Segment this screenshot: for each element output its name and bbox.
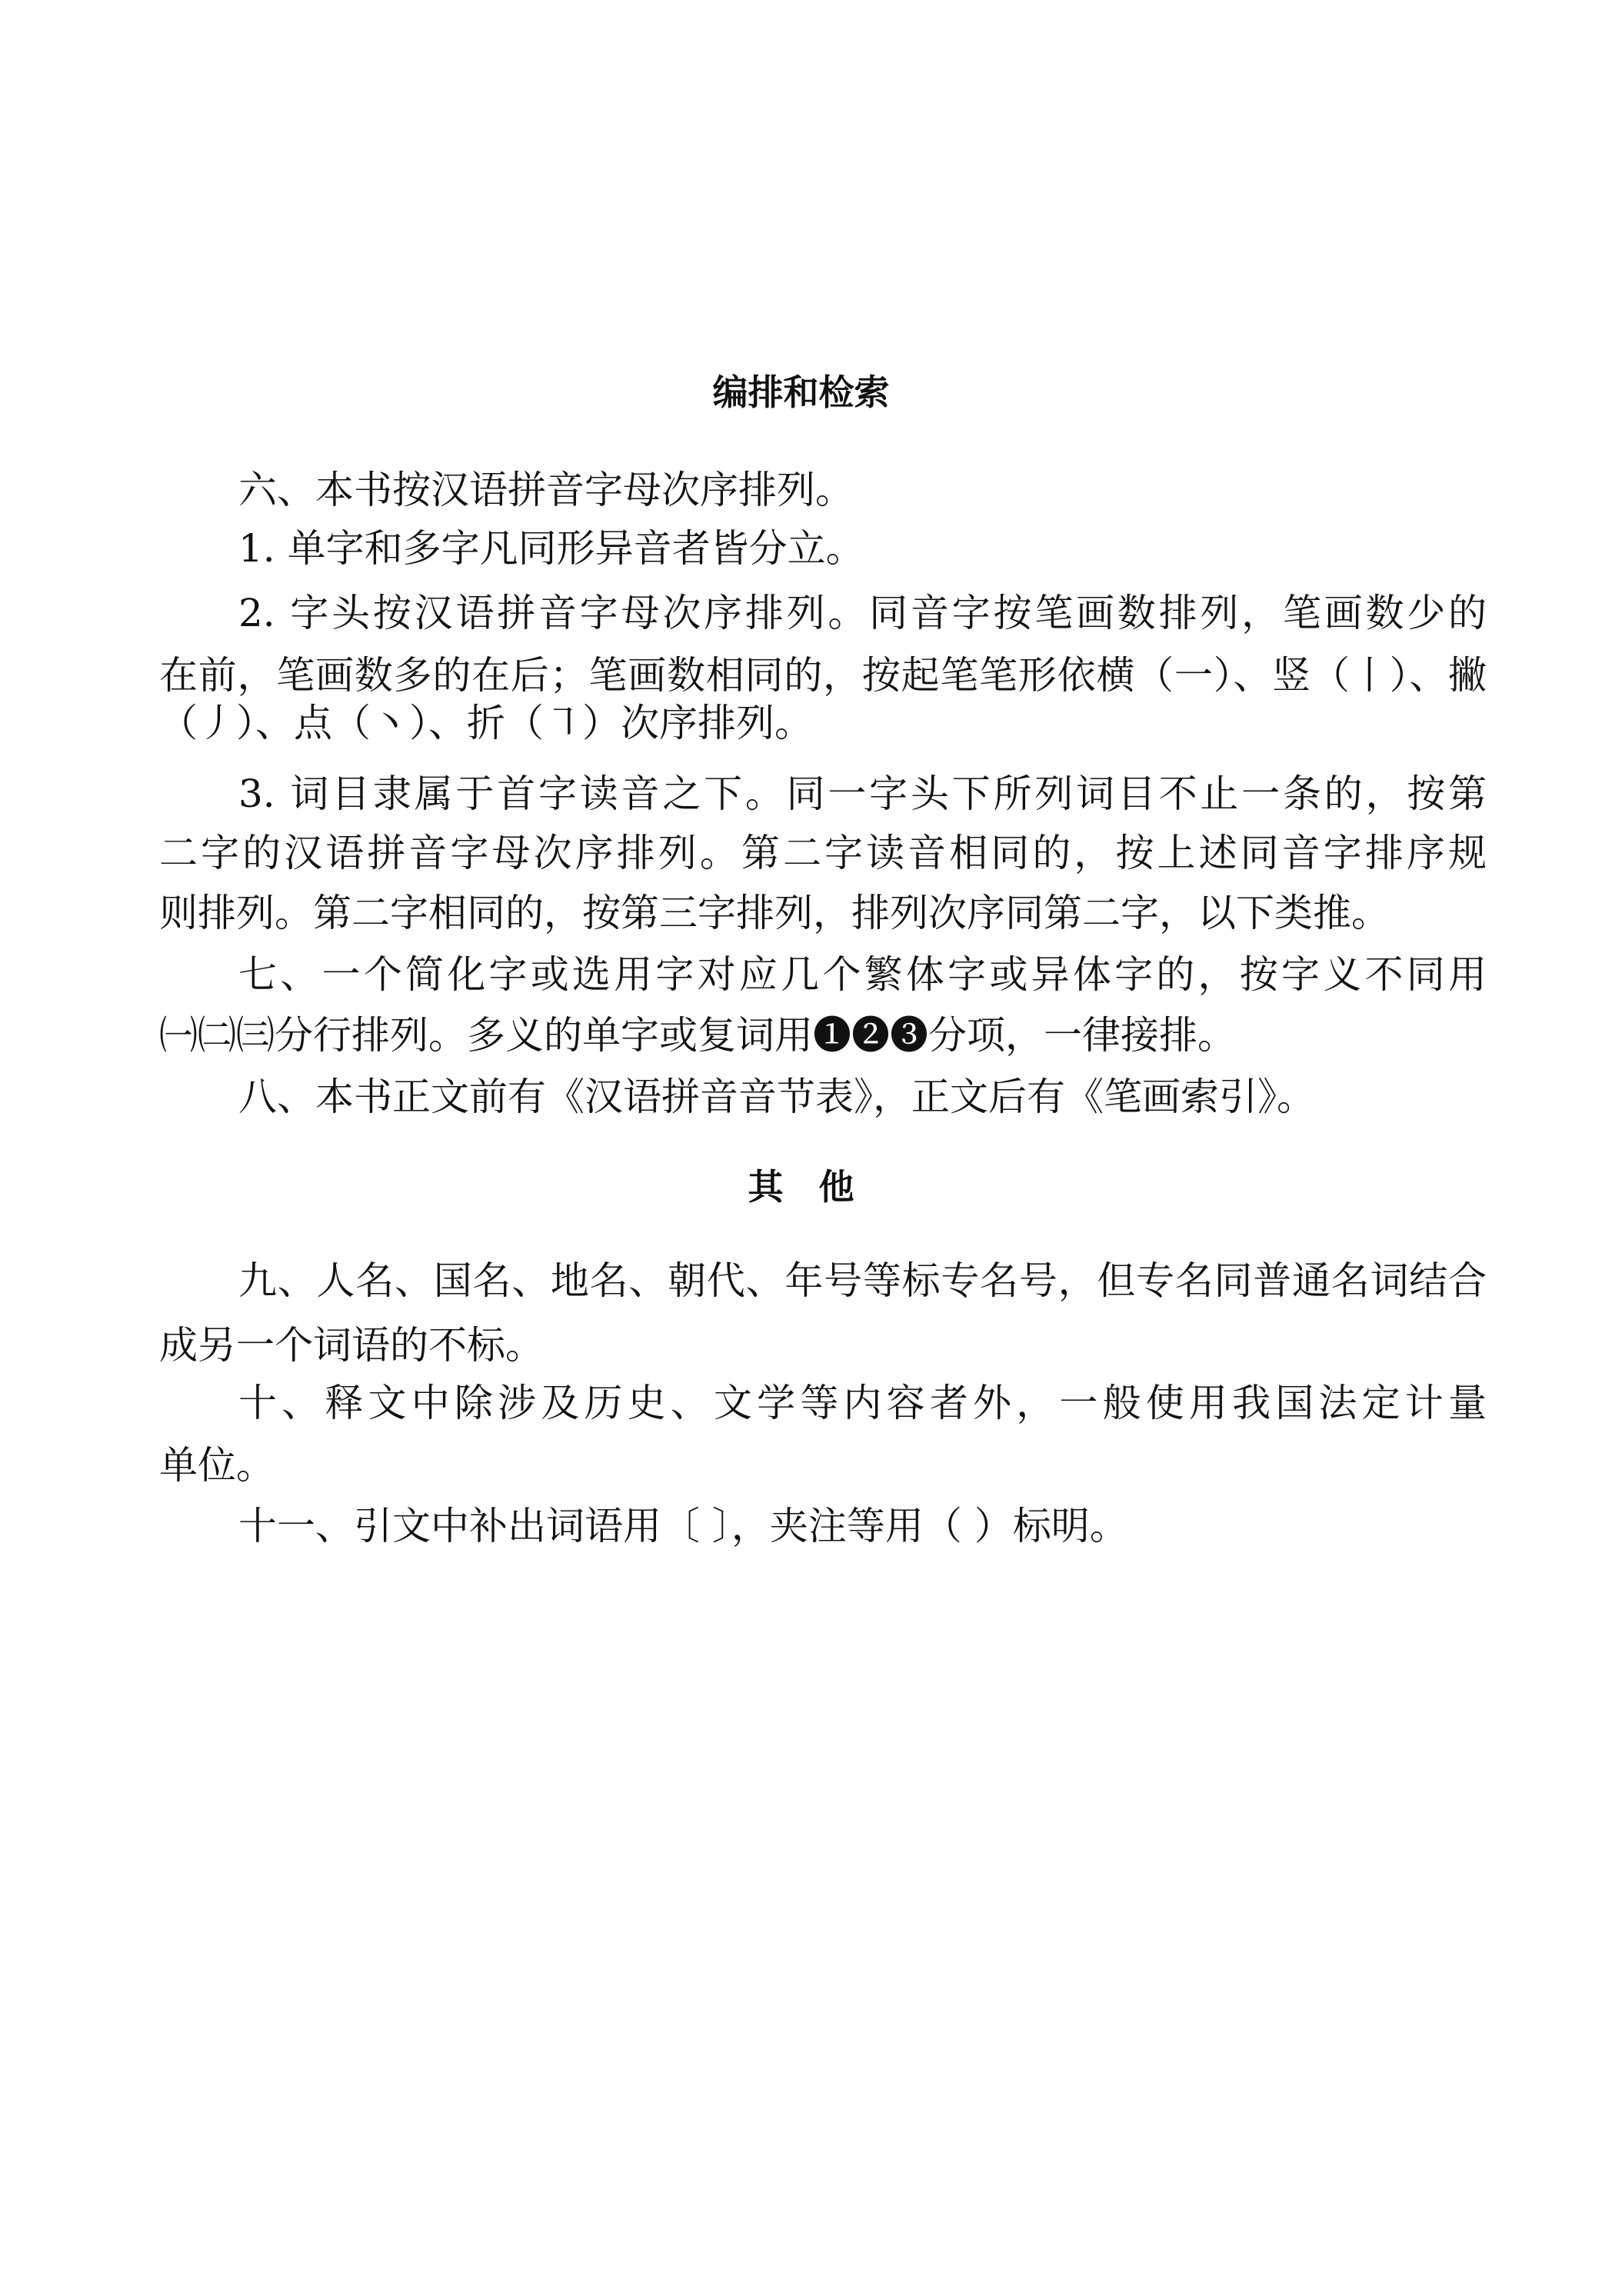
rule-6-3-line: 二字的汉语拼音字母次序排列。第二字读音相同的，按上述同音字排序规: [159, 831, 1487, 875]
heading-other: 其 他: [748, 1166, 854, 1208]
rule-10-line: 十、释文中除涉及历史、文学等内容者外，一般使用我国法定计量: [238, 1381, 1487, 1425]
rule-6-2-line: 在前，笔画数多的在后；笔画数相同的，按起笔笔形依横（一）、竖（丨）、撇: [159, 653, 1487, 698]
rule-6-line: 六、本书按汉语拼音字母次序排列。: [238, 468, 854, 512]
rule-11-line: 十一、引文中补出词语用〔 〕，夹注等用（ ）标明。: [238, 1504, 1128, 1548]
rule-9-line: 九、人名、国名、地名、朝代、年号等标专名号，但专名同普通名词结合: [238, 1258, 1487, 1303]
rule-7-line: ㈠㈡㈢分行排列。多义的单字或复词用❶❷❸分项，一律接排。: [159, 1013, 1236, 1058]
rule-7-line: 七、一个简化字或选用字对应几个繁体字或异体字的，按字义不同用: [238, 952, 1487, 997]
rule-6-1-line: 1. 单字和多字凡同形异音者皆分立。: [238, 526, 864, 571]
rule-6-2-line: （丿）、点（丶）、折（㇕）次序排列。: [159, 701, 813, 745]
heading-arrangement-and-retrieval: 编排和检索: [712, 372, 890, 413]
rule-6-3-line: 则排列。第二字相同的，按第三字排列，排列次序同第二字，以下类推。: [159, 891, 1390, 935]
rule-6-2-line: 2. 字头按汉语拼音字母次序排列。同音字按笔画数排列，笔画数少的: [238, 591, 1487, 635]
rule-9-line: 成另一个词语的不标。: [159, 1323, 544, 1368]
rule-6-3-line: 3. 词目隶属于首字读音之下。同一字头下所列词目不止一条的，按第: [238, 771, 1487, 816]
rule-8-line: 八、本书正文前有《汉语拼音音节表》，正文后有《笔画索引》。: [238, 1075, 1315, 1119]
rule-10-line: 单位。: [159, 1443, 275, 1488]
